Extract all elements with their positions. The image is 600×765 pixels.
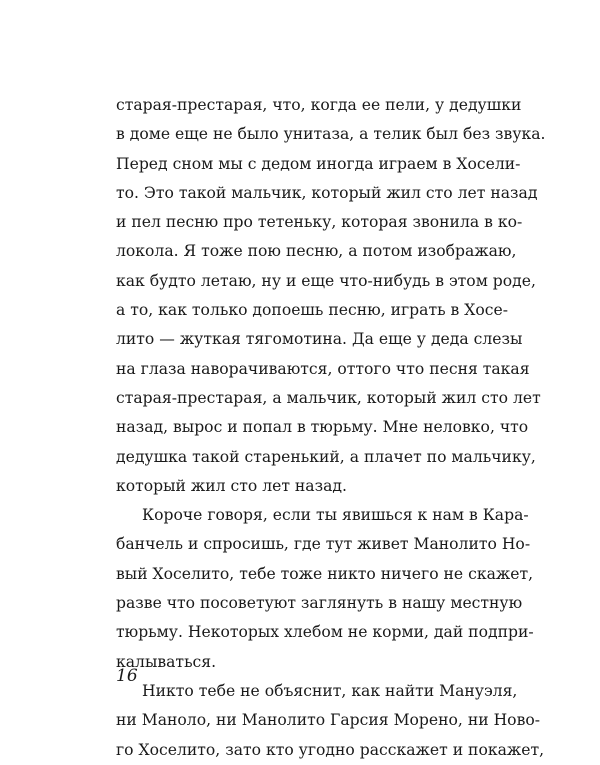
text-line: Перед сном мы с дедом иногда играем в Хосели- — [116, 154, 521, 173]
text-line: на глаза наворачиваются, оттого что песня такая — [116, 359, 530, 378]
text-line: старая-престарая, а мальчик, который жил сто лет — [116, 388, 541, 407]
text-line: тюрьму. Некоторых хлебом не корми, дай подпри- — [116, 623, 534, 642]
text-line: то. Это такой мальчик, который жил сто лет назад — [116, 183, 538, 202]
text-line: го Хоселито, зато кто угодно расскажет и покажет, — [116, 740, 545, 759]
body-text — [116, 91, 546, 765]
text-line: калываться. — [116, 652, 217, 671]
text-line: банчель и спросишь, где тут живет Манолито Но- — [116, 535, 531, 554]
text-line: ни Маноло, ни Манолито Гарсия Морено, ни Ново- — [116, 711, 541, 730]
text-line: вый Хоселито, тебе тоже никто ничего не скажет, — [116, 564, 534, 583]
text-line: в доме еще не было унитаза, а телик был без звука. — [116, 125, 546, 144]
text-line: как будто летаю, ну и еще что-нибудь в этом роде, — [116, 271, 536, 290]
text-line: и пел песню про тетеньку, которая звонила в ко- — [116, 213, 523, 232]
paragraph-start-line: Никто тебе не объяснит, как найти Мануэля, — [142, 681, 518, 700]
text-line: назад, вырос и попал в тюрьму. Мне неловко, что — [116, 418, 529, 437]
text-line: лито — жуткая тягомотина. Да еще у деда слезы — [116, 330, 523, 349]
text-line: локола. Я тоже пою песню, а потом изображаю, — [116, 242, 517, 261]
paragraph-start-line: Короче говоря, если ты явишься к нам в Кара- — [142, 506, 529, 525]
text-line: а то, как только допоешь песню, играть в Хосе- — [116, 301, 508, 320]
text-line: разве что посоветуют заглянуть в нашу местную — [116, 594, 523, 613]
page-number: 16 — [116, 666, 138, 686]
text-line: который жил сто лет назад. — [116, 476, 347, 495]
text-line: старая-престарая, что, когда ее пели, у дедушки — [116, 96, 522, 114]
text-line: дедушка такой старенький, а плачет по мальчику, — [116, 447, 536, 466]
